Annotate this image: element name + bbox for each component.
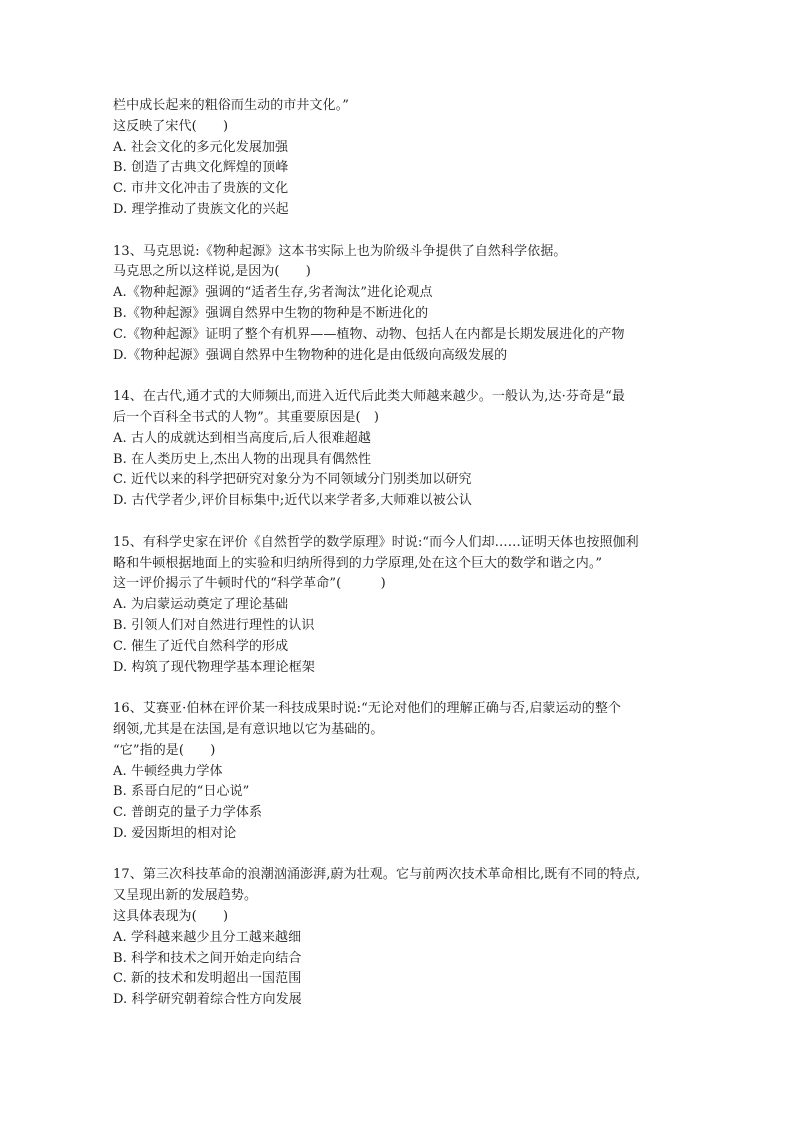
question-stem: 这反映了宋代( ) — [113, 118, 229, 134]
document-page — [113, 96, 693, 1011]
spacer — [113, 221, 693, 242]
question-text: 13、马克思说:《物种起源》这本书实际上也为阶级斗争提供了自然科学依据。 — [113, 243, 567, 259]
question-stem: 这一评价揭示了牛顿时代的“科学革命”( ) — [113, 576, 386, 592]
option-c: C. 催生了近代自然科学的形成 — [113, 638, 289, 654]
question-text: 16、艾赛亚·伯林在评价某一科技成果时说:“无论对他们的理解正确与否,启蒙运动的整个 — [113, 701, 622, 717]
option-c: C.《物种起源》证明了整个有机界——植物、动物、包括人在内都是长期发展进化的产物 — [113, 326, 625, 342]
question-stem: 这具体表现为( ) — [113, 909, 229, 925]
question-stem: 马克思之所以这样说,是因为( ) — [113, 264, 311, 280]
spacer — [113, 366, 693, 387]
option-b: B. 科学和技术之间开始走向结合 — [113, 950, 302, 966]
option-a: A. 学科越来越少且分工越来越细 — [113, 929, 302, 945]
option-b: B. 创造了古典文化辉煌的顶峰 — [113, 160, 289, 176]
question-block-15 — [113, 533, 693, 679]
option-b: B. 系哥白尼的“日心说” — [113, 784, 250, 800]
option-c: C. 市井文化冲击了贵族的文化 — [113, 181, 289, 197]
spacer — [113, 845, 693, 866]
option-a: A. 社会文化的多元化发展加强 — [113, 139, 289, 155]
question-block-12-tail — [113, 96, 693, 221]
question-text: 14、在古代,通才式的大师频出,而进入近代后此类大师越来越少。一般认为,达·芬奇是“最 — [113, 389, 626, 405]
spacer — [113, 512, 693, 533]
question-block-14 — [113, 387, 693, 512]
question-text: 略和牛顿根据地面上的实验和归纳所得到的力学原理,处在这个巨大的数学和谐之内。” — [113, 555, 603, 571]
option-b: B.《物种起源》强调自然界中生物的物种是不断进化的 — [113, 305, 429, 321]
question-text: 又呈现出新的发展趋势。 — [113, 888, 258, 904]
text-line: 栏中成长起来的粗俗而生动的市井文化。” — [113, 98, 350, 113]
spacer — [113, 678, 693, 699]
option-a: A. 牛顿经典力学体 — [113, 763, 223, 779]
question-block-16 — [113, 699, 693, 845]
option-d: D.《物种起源》强调自然界中生物物种的进化是由低级向高级发展的 — [113, 347, 508, 363]
option-a: A.《物种起源》强调的“适者生存,劣者淘汰”进化论观点 — [113, 285, 433, 301]
option-b: B. 在人类历史上,杰出人物的出现具有偶然性 — [113, 451, 372, 467]
option-c: C. 普朗克的量子力学体系 — [113, 805, 263, 821]
option-d: D. 科学研究朝着综合性方向发展 — [113, 992, 302, 1008]
option-d: D. 爱因斯坦的相对论 — [113, 825, 237, 841]
question-text: 17、第三次科技革命的浪潮汹涌澎湃,蔚为壮观。它与前两次技术革命相比,既有不同的特点, — [113, 867, 641, 883]
option-d: D. 理学推动了贵族文化的兴起 — [113, 201, 289, 217]
question-block-17 — [113, 865, 693, 1011]
option-a: A. 古人的成就达到相当高度后,后人很难超越 — [113, 430, 371, 446]
option-d: D. 古代学者少,评价目标集中;近代以来学者多,大师难以被公认 — [113, 493, 472, 509]
question-text: 后一个百科全书式的人物”。其重要原因是( ) — [113, 409, 379, 425]
question-stem: “它”指的是( ) — [113, 742, 216, 758]
option-c: C. 新的技术和发明超出一国范围 — [113, 971, 302, 987]
option-d: D. 构筑了现代物理学基本理论框架 — [113, 659, 315, 675]
option-a: A. 为启蒙运动奠定了理论基础 — [113, 597, 289, 613]
question-text: 纲领,尤其是在法国,是有意识地以它为基础的。 — [113, 721, 384, 737]
option-b: B. 引领人们对自然进行理性的认识 — [113, 617, 315, 633]
question-block-13 — [113, 242, 693, 367]
question-text: 15、有科学史家在评价《自然哲学的数学原理》时说:“而今人们却……证明天体也按照伽利 — [113, 534, 639, 550]
option-c: C. 近代以来的科学把研究对象分为不同领域分门别类加以研究 — [113, 472, 472, 488]
